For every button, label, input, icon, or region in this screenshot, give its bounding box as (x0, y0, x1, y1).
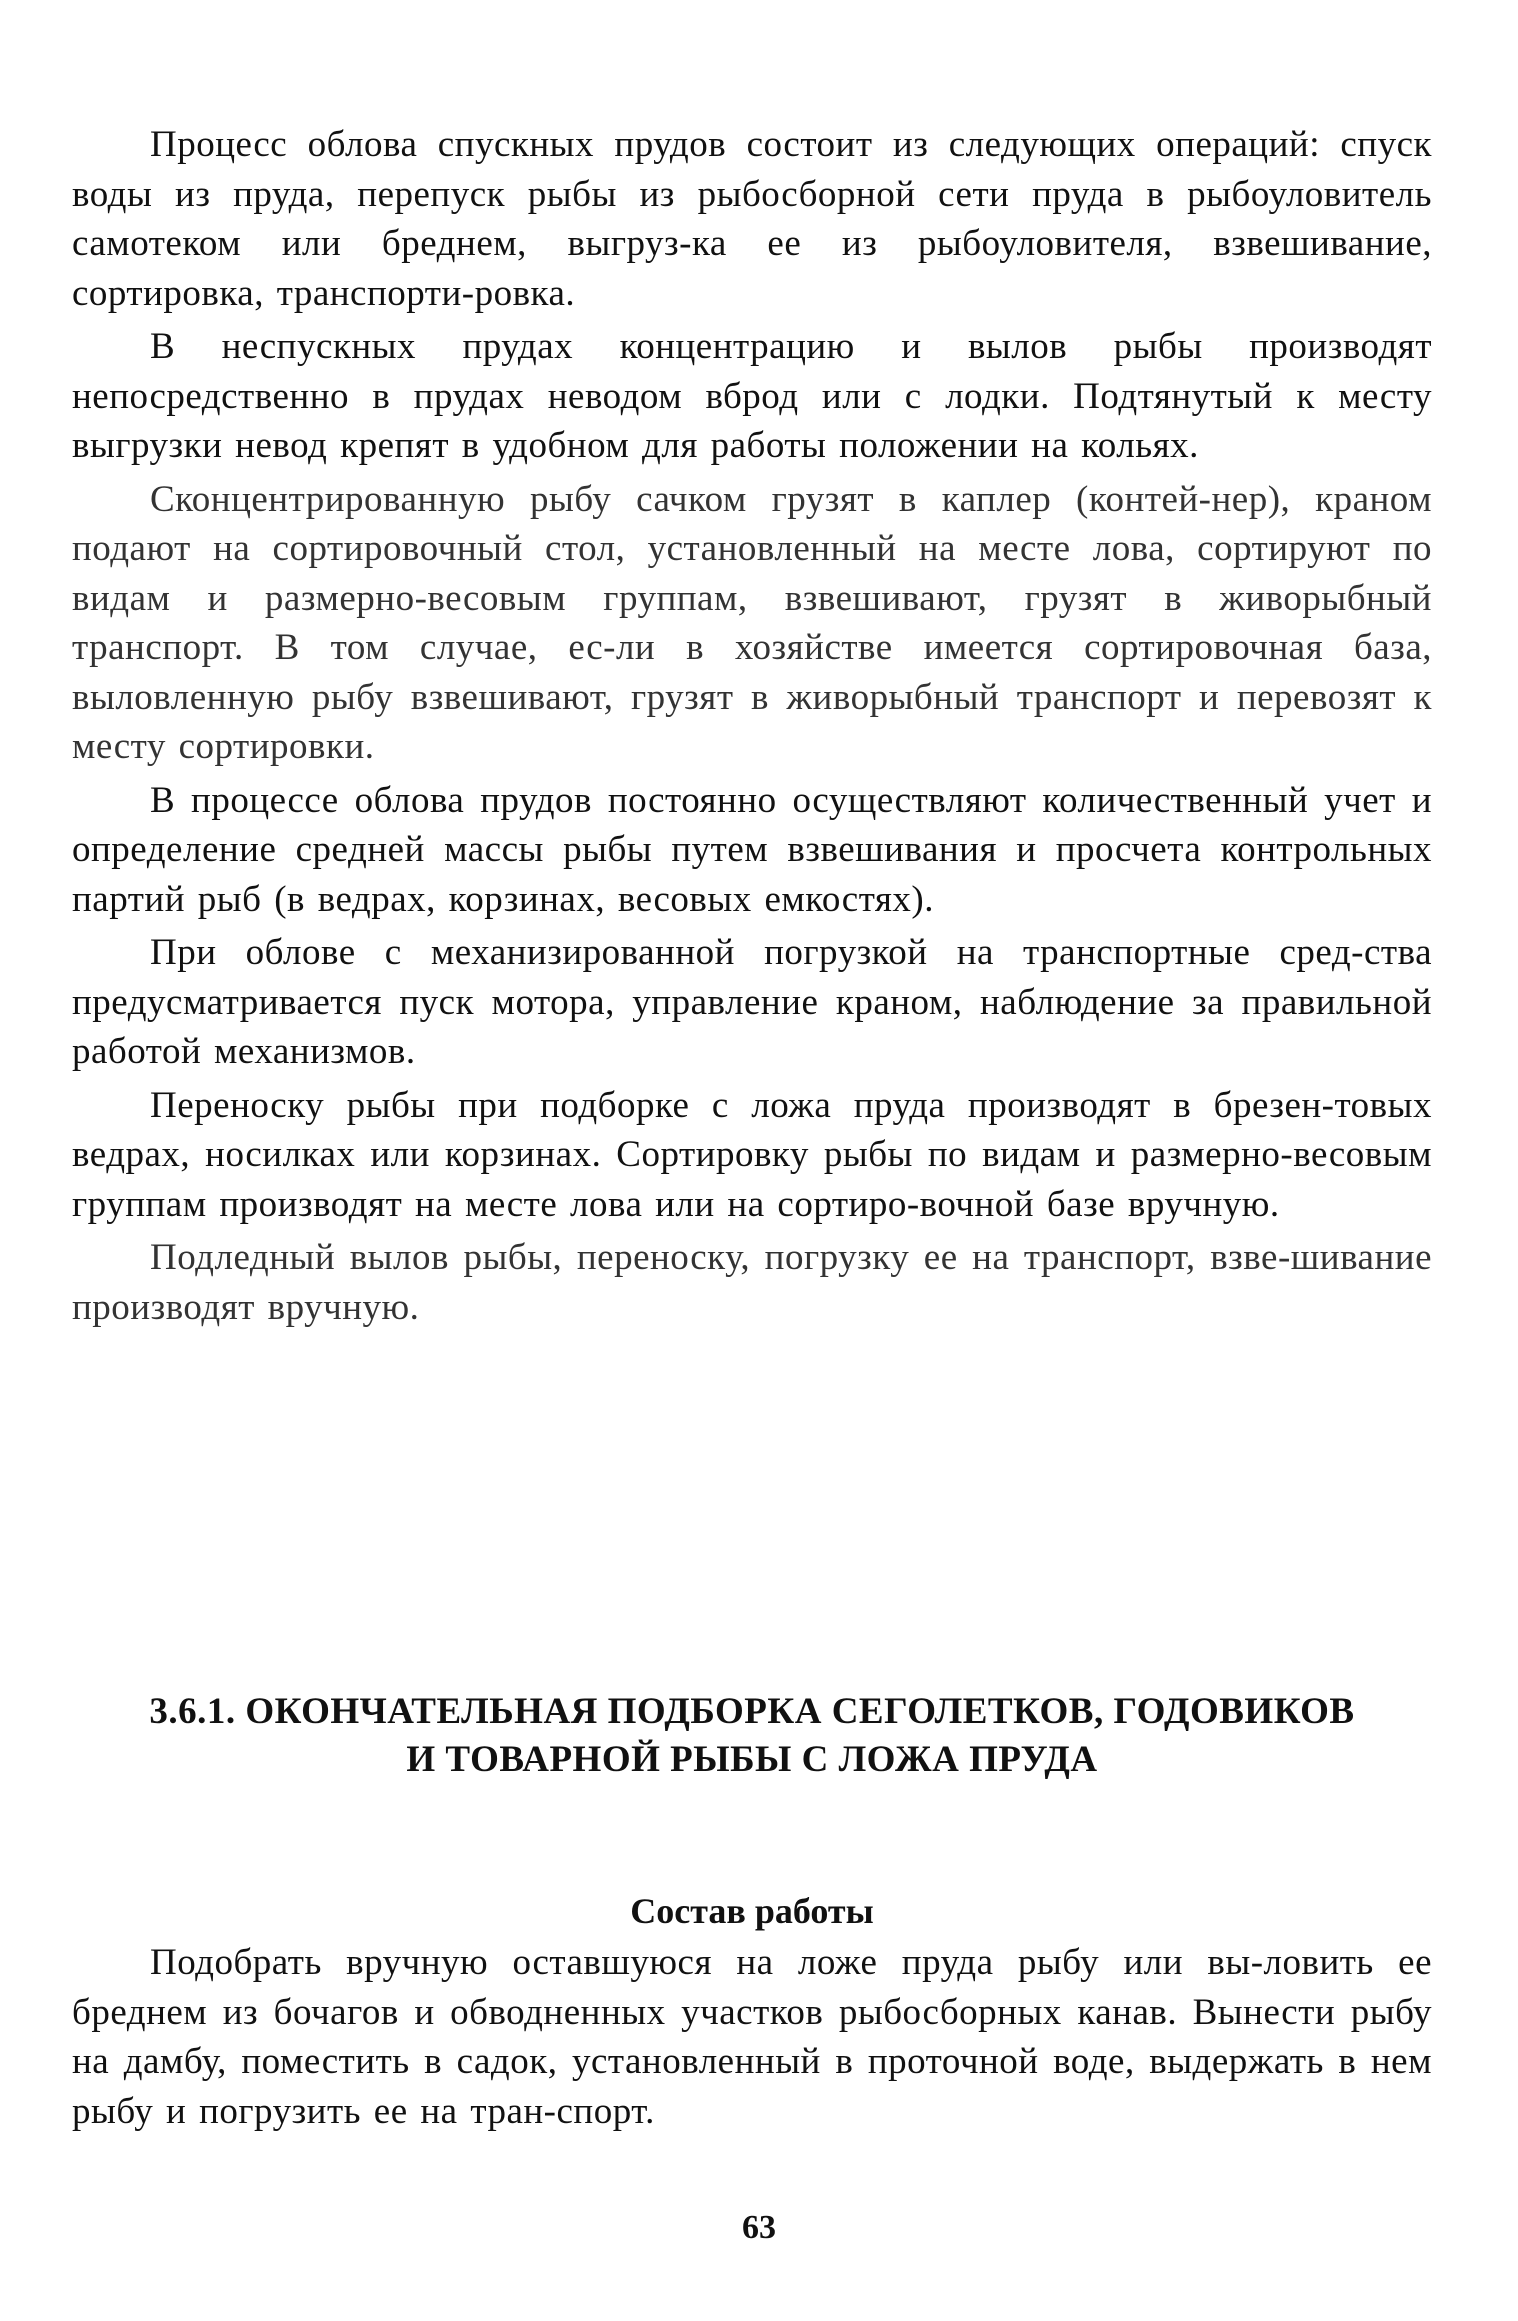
work-composition-heading: Состав работы (630, 1891, 874, 1931)
work-composition-text: Подобрать вручную оставшуюся на ложе пруда рыбу или вы-ловить ее бреднем из бочагов и обводненных участков рыбосборных канав. Вынести рыбу на дамбу, поместить в садок, установленный в проточной воде, выдержать в нем рыбу и погрузить ее на тран-спорт. (72, 1942, 1432, 2132)
section-heading (72, 1688, 1432, 1784)
page-number: 63 (742, 2209, 776, 2246)
paragraph-non-drainable-ponds: В неспускных прудах концентрацию и вылов рыбы производят непосредственно в прудах неводом вброд или с лодки. Подтянутый к месту выгрузки невод крепят в удобном для работы положении на кольях. (72, 326, 1432, 466)
paragraph-quantitative-accounting: В процессе облова прудов постоянно осуществляют количественный учет и определение средней массы рыбы путем взвешивания и просчета контрольных партий рыб (в ведрах, корзинах, весовых емкостях). (72, 779, 1432, 920)
paragraph-mechanized-loading: При облове с механизированной погрузкой на транспортные сред-ства предусматривается пуск мотора, управление краном, наблюдение за правильной работой механизмов. (72, 932, 1432, 1072)
paragraph-concentrated-fish: Сконцентрированную рыбу сачком грузят в каплер (контей-нер), краном подают на сортировочный стол, установленный на месте лова, сортируют по видам и размерно-весовым группам, взвешивают, грузят в живорыбный транспорт. В том случае, ес-ли в хозяйстве имеется сортировочная база, выловленную рыбу взвешивают, грузят в живорыбный транспорт и перевозят к месту сортировки. (72, 478, 1432, 767)
paragraph-fish-carrying: Переноску рыбы при подборке с ложа пруда производят в брезен-товых ведрах, носилках или корзинах. Сортировку рыбы по видам и размерно-весовым группам производят на месте лова или на сортиро-вочной базе вручную. (72, 1084, 1432, 1225)
section-heading-line-1: 3.6.1. ОКОНЧАТЕЛЬНАЯ ПОДБОРКА СЕГОЛЕТКОВ, ГОДОВИКОВ (149, 1691, 1355, 1732)
main-text (72, 120, 1432, 1336)
work-composition (72, 1938, 1432, 2140)
paragraph-under-ice-catch: Подледный вылов рыбы, переноску, погрузку ее на транспорт, взве-шивание производят вручную. (72, 1237, 1432, 1328)
paragraph-pond-harvesting-process: Процесс облова спускных прудов состоит из следующих операций: спуск воды из пруда, перепуск рыбы из рыбосборной сети пруда в рыбоуловитель самотеком или бреднем, выгруз-ка ее из рыбоуловителя, взвешивание, сортировка, транспорти-ровка. (72, 124, 1432, 314)
section-heading-line-2: И ТОВАРНОЙ РЫБЫ С ЛОЖА ПРУДА (406, 1739, 1098, 1780)
